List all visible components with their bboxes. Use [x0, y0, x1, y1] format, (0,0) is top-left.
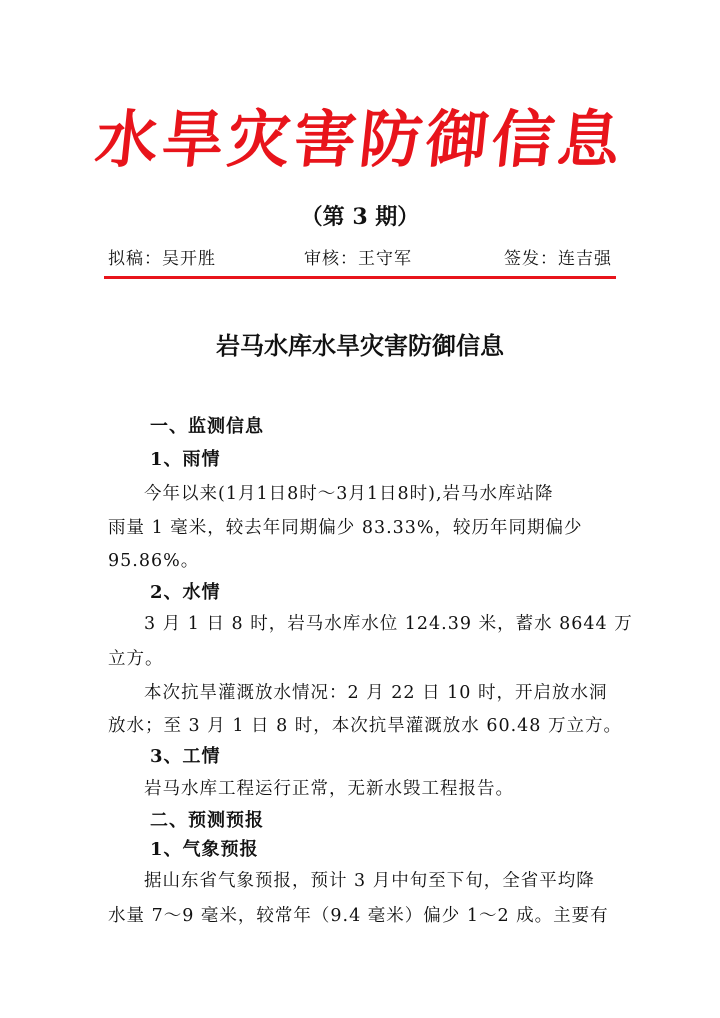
subheading-works: 3、工情: [150, 746, 221, 767]
reviewer: 审核：王守军: [304, 249, 412, 269]
paragraph-line: 本次抗旱灌溉放水情况：2 月 22 日 10 时，开启放水洞: [144, 683, 608, 703]
issuer: 签发：连吉强: [504, 249, 612, 269]
subheading-water: 2、水情: [150, 582, 221, 603]
paragraph-line: 放水；至 3 月 1 日 8 时，本次抗旱灌溉放水 60.48 万立方。: [108, 716, 623, 736]
paragraph-line: 95.86%。: [108, 551, 200, 571]
drafter: 拟稿：吴开胜: [108, 249, 216, 269]
paragraph-line: 3 月 1 日 8 时，岩马水库水位 124.39 米，蓄水 8644 万: [144, 614, 633, 634]
section-heading-forecast: 二、预测预报: [150, 810, 264, 831]
paragraph-line: 据山东省气象预报，预计 3 月中旬至下旬，全省平均降: [144, 871, 595, 891]
subheading-weather: 1、气象预报: [150, 839, 259, 860]
paragraph-line: 立方。: [108, 649, 164, 669]
document-title: 岩马水库水旱灾害防御信息: [216, 332, 504, 360]
section-heading-monitoring: 一、监测信息: [150, 416, 264, 437]
issue-number: （第 3 期）: [300, 204, 420, 230]
subheading-rain: 1、雨情: [150, 449, 221, 470]
paragraph-line: 岩马水库工程运行正常，无新水毁工程报告。: [144, 779, 514, 799]
paragraph-line: 雨量 1 毫米，较去年同期偏少 83.33%，较历年同期偏少: [108, 518, 583, 538]
paragraph-line: 今年以来(1月1日8时～3月1日8时),岩马水库站降: [144, 484, 554, 504]
masthead-title: 水旱灾害防御信息: [92, 103, 628, 176]
paragraph-line: 水量 7～9 毫米，较常年（9.4 毫米）偏少 1～2 成。主要有: [108, 906, 609, 926]
signers-row: [108, 244, 612, 270]
red-divider: [104, 276, 616, 279]
